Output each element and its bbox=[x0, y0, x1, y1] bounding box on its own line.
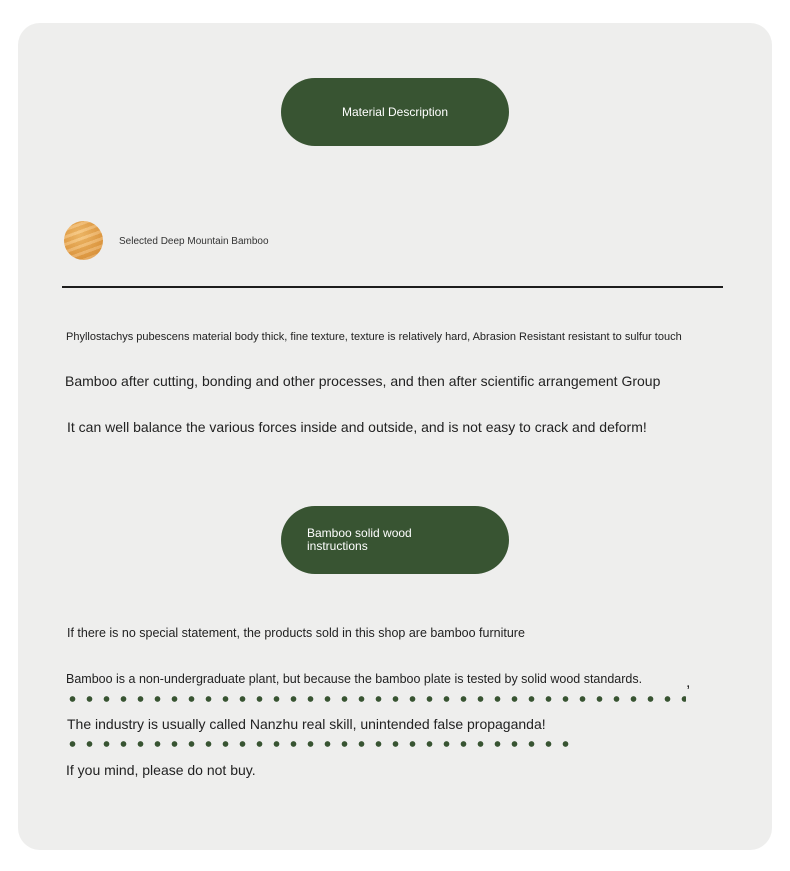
instructions-heading bbox=[281, 506, 509, 574]
material-paragraph-1: Phyllostachys pubescens material body thick, fine texture, texture is relatively hard, Abrasion Resistant resistant to sulfur touch bbox=[66, 331, 682, 343]
instructions-paragraph-2: Bamboo is a non-undergraduate plant, but because the bamboo plate is tested by solid wood standards. bbox=[66, 672, 643, 686]
instructions-paragraph-1: If there is no special statement, the products sold in this shop are bamboo furniture bbox=[67, 626, 525, 640]
instructions-paragraph-4: If you mind, please do not buy. bbox=[66, 762, 256, 778]
material-description-heading-text: Material Description bbox=[341, 104, 449, 119]
material-paragraph-2: Bamboo after cutting, bonding and other processes, and then after scientific arrangement Group bbox=[65, 373, 661, 389]
material-paragraph-3: It can well balance the various forces inside and outside, and is not easy to crack and deform! bbox=[67, 419, 647, 435]
bamboo-texture-icon bbox=[64, 221, 103, 260]
comma-mark: , bbox=[686, 674, 691, 691]
instructions-paragraph-3: The industry is usually called Nanzhu real skill, unintended false propaganda! bbox=[67, 716, 546, 732]
badge-label: Selected Deep Mountain Bamboo bbox=[119, 236, 269, 247]
dotted-separator bbox=[64, 740, 578, 748]
dotted-separator bbox=[64, 695, 686, 703]
material-description-heading bbox=[281, 78, 509, 146]
instructions-heading-text: Bamboo solid wood instructions bbox=[307, 526, 412, 553]
section-divider bbox=[62, 286, 723, 288]
